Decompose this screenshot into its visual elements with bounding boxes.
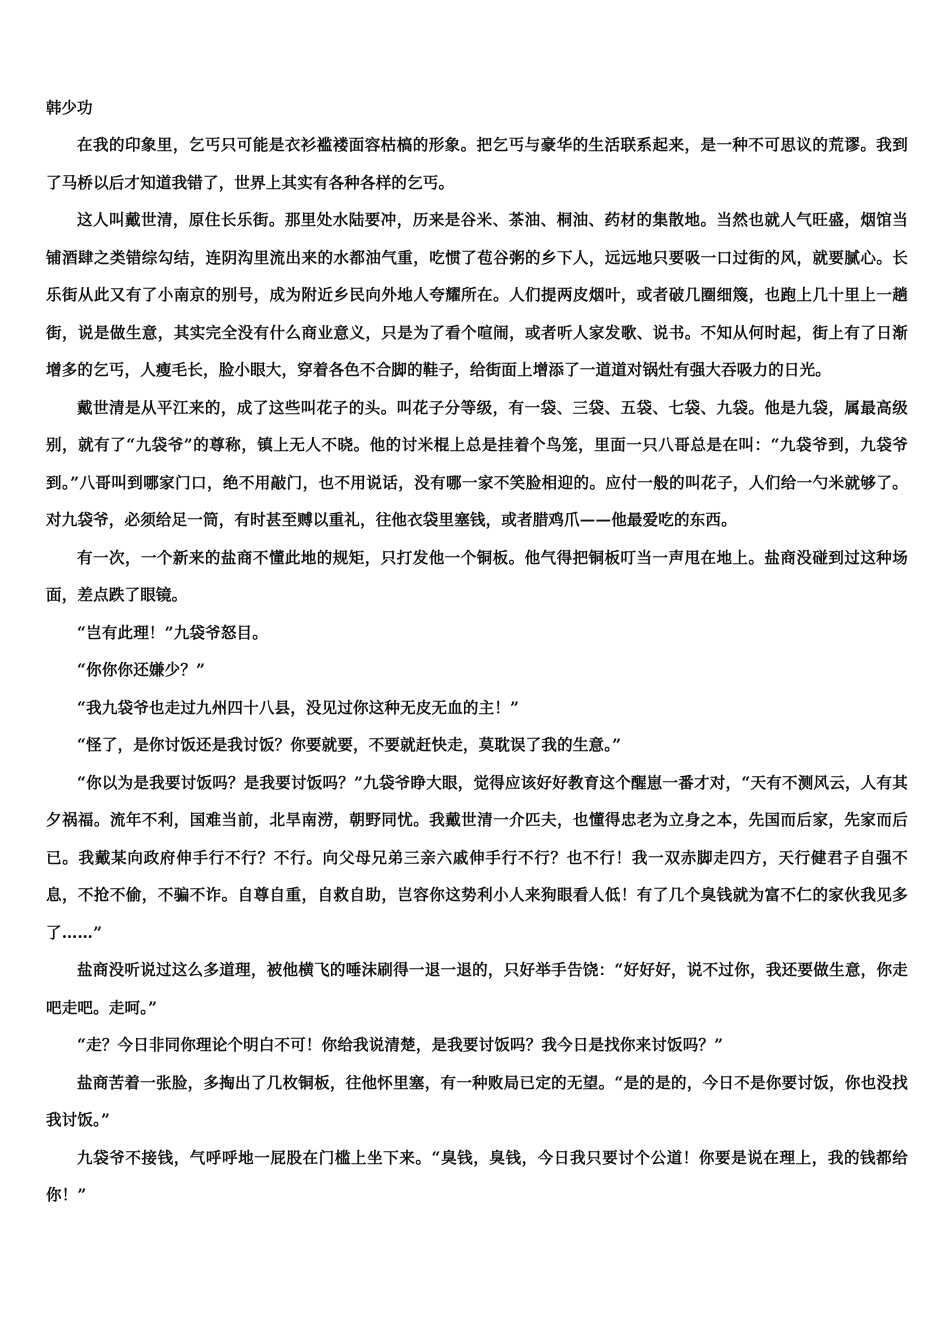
paragraph: 盐商没听说过这么多道理，被他横飞的唾沫刷得一退一退的，只好举手告饶：“好好好，说不过你，我还要做生意，你走吧走吧。走呵。”: [46, 960, 908, 1017]
author-name: 韩少功: [46, 98, 93, 117]
dialogue-line: “你以为是我要讨饭吗？是我要讨饭吗？”九袋爷睁大眼，觉得应该好好教育这个醒崽一番才对，“天有不测风云，人有其夕祸福。流年不利，国难当前，北旱南涝，朝野同忧。我戴世清一介匹夫，也懂得忠老为立身之本，先国而后家，先家而后已。我戴某向政府伸手行不行？不行。向父母兄弟三亲六戚伸手行不行？也不行！我一双赤脚走四方，天行健君子自强不息，不抢不偷，不骗不诈。自尊自重，自救自助，岂容你这势利小人来狗眼看人低！有了几个臭钱就为富不仁的家伙我见多了……”: [46, 772, 908, 942]
dialogue-line: “你你你还嫌少？”: [77, 660, 206, 679]
paragraph: 有一次，一个新来的盐商不懂此地的规矩，只打发他一个铜板。他气得把铜板叮当一声甩在地上。盐商没碰到过这种场面，差点跌了眼镜。: [46, 547, 908, 604]
dialogue-line: “走？今日非同你理论个明白不可！你给我说清楚，是我要讨饭吗？我今日是找你来讨饭吗？”: [77, 1035, 724, 1054]
paragraph: 这人叫戴世清，原住长乐街。那里处水陆要冲，历来是谷米、茶油、桐油、药材的集散地。当然也就人气旺盛，烟馆当铺酒肆之类错综勾结，连阴沟里流出来的水都油气重，吃惯了苞谷粥的乡下人，远远地只要吸一口过街的风，就要腻心。长乐街从此又有了小南京的别号，成为附近乡民向外地人夸耀所在。人们提两皮烟叶，或者破几圈细篾，也跑上几十里上一趟街，说是做生意，其实完全没有什么商业意义，只是为了看个喧闹，或者听人家发歌、说书。不知从何时起，街上有了日渐增多的乞丐，人瘦毛长，脸小眼大，穿着各色不合脚的鞋子，给街面上增添了一道道对锅灶有强大吞吸力的日光。: [46, 210, 908, 379]
dialogue-line: “怪了，是你讨饭还是我讨饭？你要就要，不要就赶快走，莫耽误了我的生意。”: [77, 735, 622, 754]
paragraph: 在我的印象里，乞丐只可能是衣衫褴褛面容枯槁的形象。把乞丐与豪华的生活联系起来，是一种不可思议的荒谬。我到了马桥以后才知道我错了，世界上其实有各种各样的乞丐。: [46, 135, 908, 192]
paragraph: 戴世清是从平江来的，成了这些叫花子的头。叫花子分等级，有一袋、三袋、五袋、七袋、九袋。他是九袋，属最高级别，就有了“九袋爷”的尊称，镇上无人不晓。他的讨米棍上总是挂着个鸟笼，里面一只八哥总是在叫：“九袋爷到，九袋爷到。”八哥叫到哪家门口，绝不用敲门，也不用说话，没有哪一家不笑脸相迎的。应付一般的叫花子，人们给一勺米就够了。对九袋爷，必须给足一筒，有时甚至赙以重礼，往他衣袋里塞钱，或者腊鸡爪——他最爱吃的东西。: [46, 397, 908, 529]
paragraph: 九袋爷不接钱，气呼呼地一屁股在门槛上坐下来。“臭钱，臭钱，今日我只要讨个公道！你要是说在理上，我的钱都给你！”: [46, 1147, 908, 1204]
dialogue-line: “岂有此理！”九袋爷怒目。: [77, 622, 268, 642]
dialogue-line: “我九袋爷也走过九州四十八县，没见过你这种无皮无血的主！”: [77, 697, 520, 717]
paragraph: 盐商苦着一张脸，多掏出了几枚铜板，往他怀里塞，有一种败局已定的无望。“是的是的，今日不是你要讨饭，你也没找我讨饭。”: [46, 1072, 908, 1129]
document-page: [46, 98, 908, 1214]
